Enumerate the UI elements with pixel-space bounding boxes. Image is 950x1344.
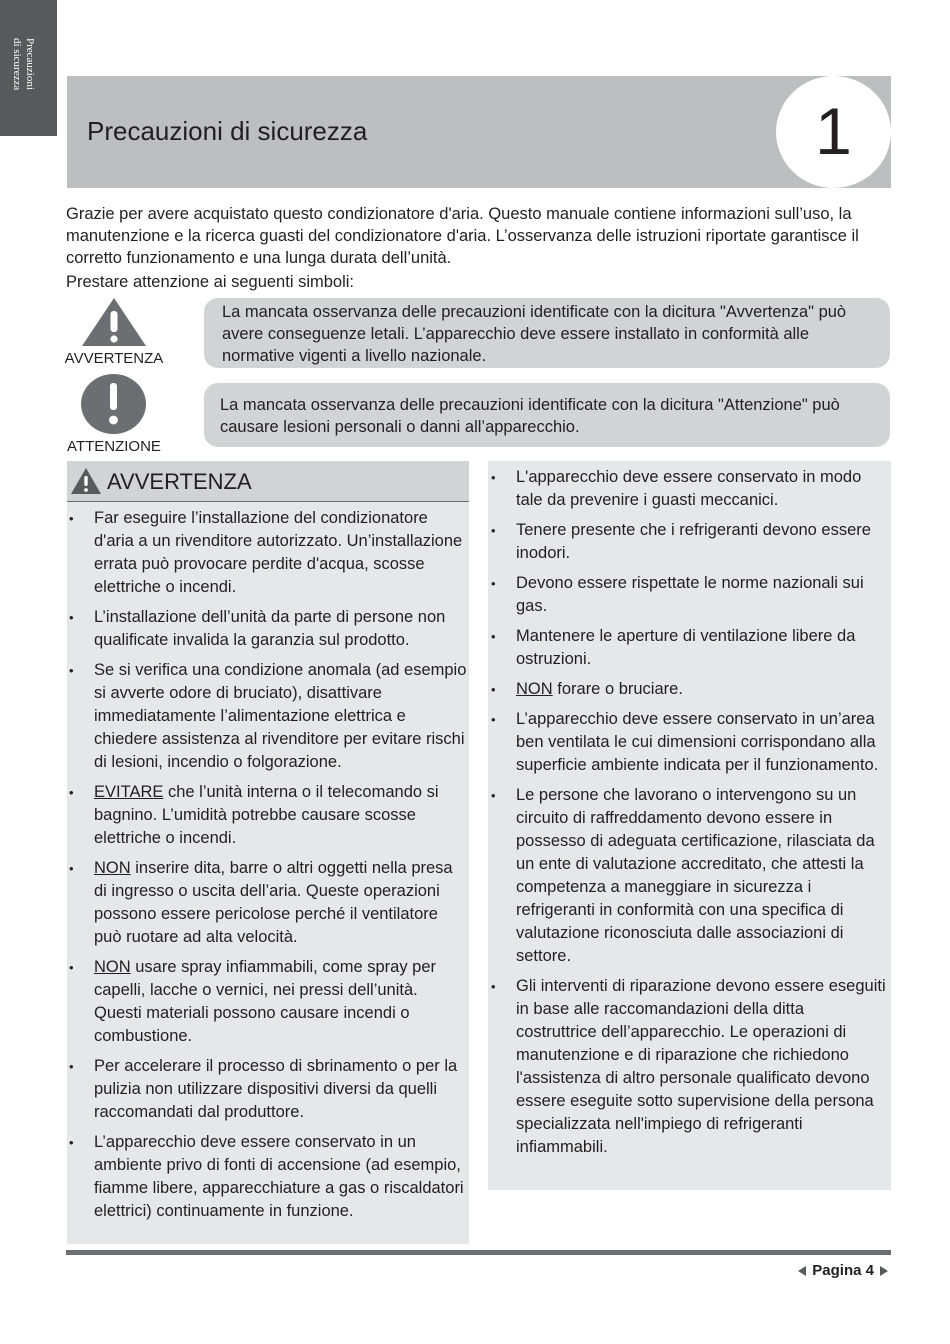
list-item bbox=[489, 975, 887, 1159]
warning-list-right bbox=[488, 461, 891, 1190]
warning-section-title: AVVERTENZA bbox=[107, 469, 252, 494]
page-number: Pagina 4 bbox=[812, 1262, 874, 1279]
caution-description: La mancata osservanza delle precauzioni identificate con la dicitura "Attenzione" può causare lesioni personali o danni all’apparecchio. bbox=[204, 383, 890, 447]
section-tab-label: Precauzioni di sicurezza bbox=[11, 38, 36, 91]
list-item bbox=[67, 956, 467, 1048]
list-item bbox=[489, 625, 887, 671]
list-item bbox=[67, 659, 467, 774]
page-navigation bbox=[798, 1262, 888, 1279]
item-text: Far eseguire l’installazione del condizionatore d'aria a un rivenditore autorizzato. Un’installazione errata può provocare perdite d'acqua, scosse elettriche o incendi. bbox=[94, 509, 463, 596]
next-page-icon[interactable] bbox=[880, 1266, 888, 1276]
item-emphasis: EVITARE bbox=[94, 783, 164, 801]
warning-description: La mancata osservanza delle precauzioni identificate con la dicitura "Avvertenza" può avere conseguenze letali. L’apparecchio deve essere installato in conformità alle normative vigenti a livello nazionale. bbox=[204, 298, 890, 368]
chapter-number-badge bbox=[776, 76, 891, 188]
list-item bbox=[67, 1055, 467, 1124]
list-item bbox=[489, 784, 887, 968]
intro-paragraph: Grazie per avere acquistato questo condizionatore d'aria. Questo manuale contiene informazioni sull’uso, la manutenzione e la ricerca guasti del condizionatore d'aria. L’osservanza delle istruzioni riportate garantisce il corretto funzionamento e una lunga durata dell’unità. bbox=[66, 205, 859, 267]
list-item bbox=[489, 519, 887, 565]
caution-symbol-label: ATTENZIONE bbox=[67, 438, 161, 455]
list-item bbox=[489, 708, 887, 777]
item-text: Gli interventi di riparazione devono essere eseguiti in base alle raccomandazioni della ditta costruttrice dell’apparecchio. Le operazioni di manutenzione e di riparazione che richiedono l'assistenza di altro personale qualificato devono essere eseguite sotto supervisione della persona specializzata nell'impiego di refrigeranti infiammabili. bbox=[516, 977, 886, 1156]
item-text: che l’unità interna o il telecomando si bagnino. L’umidità potrebbe causare scosse elettriche o incendi. bbox=[94, 783, 439, 847]
previous-page-icon[interactable] bbox=[798, 1266, 806, 1276]
item-text: L’apparecchio deve essere conservato in un ambiente privo di fonti di accensione (ad esempio, fiamme libere, apparecchiature a gas o riscaldatori elettrici) continuamente in funzione. bbox=[94, 1133, 464, 1220]
warning-items-right bbox=[489, 466, 887, 1166]
item-text: Tenere presente che i refrigeranti devono essere inodori. bbox=[516, 521, 871, 562]
item-text: Per accelerare il processo di sbrinamento o per la pulizia non utilizzare dispositivi diversi da quelli raccomandati dal produttore. bbox=[94, 1057, 458, 1121]
symbols-intro: Prestare attenzione ai seguenti simboli: bbox=[66, 273, 354, 291]
item-emphasis: NON bbox=[94, 958, 131, 976]
list-item bbox=[489, 572, 887, 618]
warning-triangle-icon bbox=[80, 296, 148, 348]
list-item bbox=[67, 781, 467, 850]
item-text: Le persone che lavorano o intervengono su un circuito di raffreddamento devono essere in possesso di adeguata certificazione, rilasciata da un ente di valutazione accreditato, che attesti la competenza a maneggiare in sicurezza i refrigeranti in conformità con una specifica di valutazione riconosciuta dalle associazioni di settore. bbox=[516, 786, 875, 965]
caution-circle-icon bbox=[80, 373, 147, 435]
warning-list-left bbox=[67, 461, 469, 1244]
warning-section-heading bbox=[67, 461, 469, 502]
item-text: forare o bruciare. bbox=[552, 680, 683, 698]
list-item bbox=[67, 507, 467, 599]
warning-triangle-icon bbox=[70, 467, 102, 495]
list-item bbox=[489, 678, 887, 701]
page-title: Precauzioni di sicurezza bbox=[87, 116, 368, 146]
item-text: Mantenere le aperture di ventilazione libere da ostruzioni. bbox=[516, 627, 856, 668]
footer-divider bbox=[66, 1250, 891, 1255]
list-item bbox=[67, 606, 467, 652]
list-item bbox=[67, 857, 467, 949]
list-item bbox=[67, 1131, 467, 1223]
item-text: Devono essere rispettate le norme nazionali sui gas. bbox=[516, 574, 864, 615]
chapter-number: 1 bbox=[815, 94, 852, 168]
warning-items-left bbox=[67, 507, 467, 1230]
item-emphasis: NON bbox=[94, 859, 131, 877]
chapter-header bbox=[67, 76, 891, 188]
list-item bbox=[489, 466, 887, 512]
item-text: L'apparecchio deve essere conservato in modo tale da prevenire i guasti meccanici. bbox=[516, 468, 862, 509]
warning-symbol-label: AVVERTENZA bbox=[64, 350, 164, 367]
section-tab bbox=[0, 0, 57, 136]
item-text: L’installazione dell’unità da parte di persone non qualificate invalida la garanzia sul prodotto. bbox=[94, 608, 446, 649]
item-emphasis: NON bbox=[516, 680, 553, 698]
item-text: L’apparecchio deve essere conservato in un’area ben ventilata le cui dimensioni corrispondano alla superficie ambiente indicata per il funzionamento. bbox=[516, 710, 879, 774]
item-text: inserire dita, barre o altri oggetti nella presa di ingresso o uscita dell’aria. Queste operazioni possono essere pericolose perché il ventilatore può ruotare ad alta velocità. bbox=[94, 859, 453, 946]
item-text: usare spray infiammabili, come spray per capelli, lacche o vernici, nei pressi dell’unità. Questi materiali possono causare incendi o combustione. bbox=[94, 958, 437, 1045]
item-text: Se si verifica una condizione anomala (ad esempio si avverte odore di bruciato), disattivare immediatamente l’alimentazione elettrica e chiedere assistenza al rivenditore per evitare rischi di lesioni, incendio o folgorazione. bbox=[94, 661, 467, 771]
